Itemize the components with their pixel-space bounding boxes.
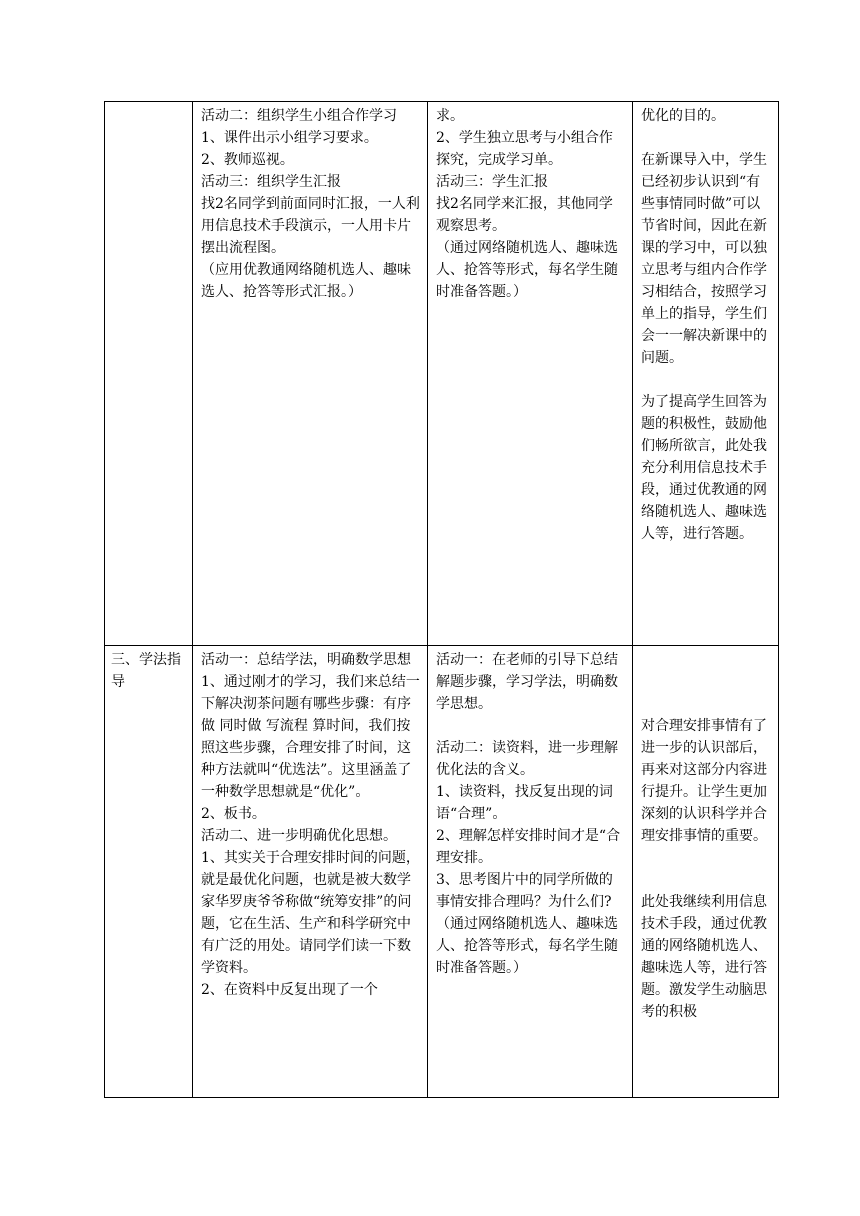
blank-line: [641, 369, 772, 391]
blank-line: [641, 847, 772, 869]
blank-line: [641, 671, 772, 693]
intent-text: 此处我继续利用信息技术手段，通过优教通的网络随机选人、趣味选人等，进行答题。激发学生动脑思考的积极: [641, 894, 767, 1020]
blank-line: [641, 649, 772, 671]
stage-cell: [105, 102, 193, 646]
teacher-text: 活动二：组织学生小组合作学习: [201, 108, 397, 124]
table-row: [105, 102, 779, 646]
student-text: 3、思考图片中的同学所做的事情安排合理吗？为什么们?（通过网络随机选人、趣味选人、抢答等形式，每名学生随时准备答题。）: [436, 872, 618, 976]
blank-line: [436, 715, 626, 737]
teacher-text: 找2名同学到前面同时汇报，一人利用信息技术手段演示，一人用卡片摆出流程图。: [201, 196, 420, 256]
teacher-text: 2、在资料中反复出现了一个: [201, 982, 378, 998]
stage-cell: [105, 646, 193, 1098]
intent-text: 在新课导入中，学生已经初步认识到“有些事情同时做”可以节省时间，因此在新课的学习中，可以独立思考与组内合作学习相结合，按照学习单上的指导，学生们会一一解决新课中的问题。: [641, 152, 767, 366]
student-text: 2、理解怎样安排时间才是“合理安排。: [436, 828, 621, 866]
student-text: （通过网络随机选人、趣味选人、抢答等形式，每名学生随时准备答题。）: [436, 240, 618, 300]
lesson-plan-table: [104, 101, 779, 1098]
teacher-activity-cell: [193, 646, 428, 1098]
student-text: 2、学生独立思考与小组合作探究，完成学习单。: [436, 130, 613, 168]
student-text: 活动二：读资料，进一步理解优化法的含义。: [436, 740, 618, 778]
intent-text: 为了提高学生回答为题的积极性，鼓励他们畅所欲言，此处我充分利用信息技术手段，通过优教通的网络随机选人、趣味选人等，进行答题。: [641, 394, 767, 542]
design-intent-cell: [633, 102, 779, 646]
blank-line: [641, 693, 772, 715]
blank-line: [641, 869, 772, 891]
teacher-activity-cell: [193, 102, 428, 646]
student-activity-cell: [428, 646, 633, 1098]
teacher-text: 1、课件出示小组学习要求。: [201, 130, 378, 146]
student-text: 活动三：学生汇报: [436, 174, 548, 190]
teacher-text: 活动三：组织学生汇报: [201, 174, 341, 190]
teacher-text: 活动一：总结学法，明确数学思想: [201, 652, 411, 668]
intent-text: 对合理安排事情有了进一步的认识部后，再来对这部分内容进行提升。让学生更加深刻的认识科学并合理安排事情的重要。: [641, 718, 767, 844]
intent-text: 优化的目的。: [641, 108, 725, 124]
student-text: 活动一：在老师的引导下总结解题步骤，学习学法，明确数学思想。: [436, 652, 618, 712]
student-activity-cell: [428, 102, 633, 646]
teacher-text: 活动二、进一步明确优化思想。: [201, 828, 397, 844]
table-row: [105, 646, 779, 1098]
student-text: 求。: [436, 108, 464, 124]
student-text: 1、读资料，找反复出现的词语“合理”。: [436, 784, 613, 822]
teacher-text: 2、板书。: [201, 806, 266, 822]
stage-label: 三、学法指导: [111, 652, 181, 690]
teacher-text: 1、其实关于合理安排时间的问题，就是最优化问题，也就是被大数学家华罗庚爷爷称做“统筹安排”的问题，它在生活、生产和科学研究中有广泛的用处。请同学们读一下数学资料。: [201, 850, 420, 976]
teacher-text: 1、通过刚才的学习，我们来总结一下解决沏茶问题有哪些步骤：有序做 同时做 写流程 算时间，我们按照这些步骤，合理安排了时间，这种方法就叫“优选法”。这里涵盖了一种数学思想就是“优化”。: [201, 674, 420, 800]
teacher-text: 2、教师巡视。: [201, 152, 294, 168]
design-intent-cell: [633, 646, 779, 1098]
blank-line: [641, 127, 772, 149]
teacher-text: （应用优教通网络随机选人、趣味选人、抢答等形式汇报。）: [201, 262, 411, 300]
student-text: 找2名同学来汇报，其他同学观察思考。: [436, 196, 613, 234]
